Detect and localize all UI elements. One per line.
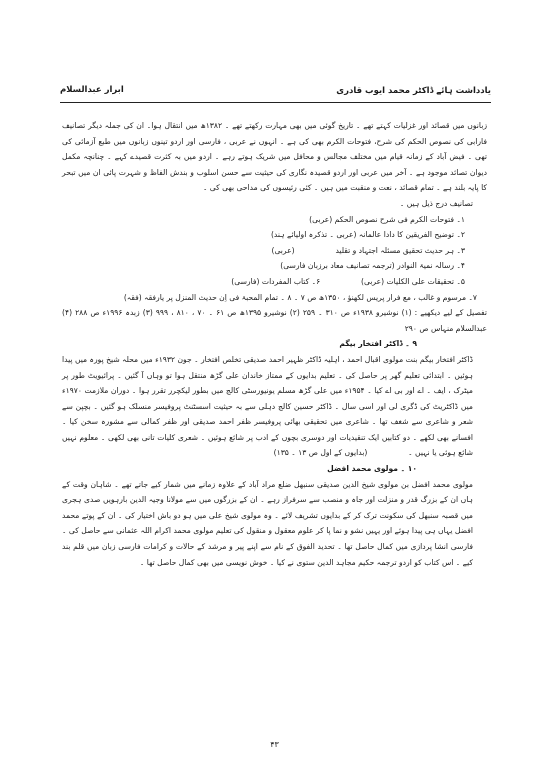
references-paragraph: تفصیل کے لیے دیکھیے : (۱) نوشیرو ۱۹۳۸ء ص ۳۱۰ ۔ ۲۵۹ (۲) نوشیرو ۱۳۹۵ھ ص ۶۱ ۔ ۷۰ ، ۸۱۰ ، ۹۹۹ (۳) زبدہ ۱۹۹۶ء ص ۲۸۸ (۴) عبدالسلام منہاس ص ۲۹۰: [62, 308, 487, 333]
list-item-text: ۳۔ ہر حدیث تحقیق مسئلہ اجتہاد و تقلید: [335, 245, 465, 255]
section-heading: ۱۰ ۔ مولوی محمد افضل: [327, 464, 417, 474]
biography-text: ڈاکٹر افتخار بیگم بنت مولوی اقبال احمد ، اہلیہ ڈاکٹر ظہیر احمد صدیقی تخلص افتخار ۔ جون ۱۹۳۲ء میں محلہ شیخ پورہ میں پیدا ہوئیں ۔ ابتدائی تعلیم گھر پر حاصل کی ۔ تعلیم بدایوں کے ممتاز خاندان علی گڑھ منتقل ہوا تو وہاں آ گئیں ۔ پرائیویٹ طور پر میٹرک ، ایف ۔ اے اور بی اے کیا ۔ ۱۹۵۴ء میں علی گڑھ مسلم یونیورسٹی کالج میں بطور لیکچرر تقرر ہوا ۔ دوران ملازمت ۱۹۷۰ء میں ڈاکٹریٹ کی ڈگری لی اور اسی سال ۔ ڈاکٹر حسین کالج دہلی سے بہ حیثیت اسسٹنٹ پروفیسر منسلک ہو گئیں ۔ بچپن سے شعر و شاعری سے شغف تھا ۔ شاعری میں تحقیقی بھائی پروفیسر ظفر احمد صدیقی اور ظفر کمالی سے مشورہ سخن کیا ۔ افسانے بھی لکھے ۔ دو کتابیں ایک تنقیدیات اور دوسری بچوں کے ادب پر شائع ہوئیں ۔ شعری کلیات تانی بھی لکھی ۔ معلوم نہیں شائع ہوئی یا نہیں ۔: [62, 354, 473, 458]
paragraph-1: زبانوں میں قصائد اور غزلیات کہتے تھے ۔ تاریخ گوئی میں بھی مہارت رکھتے تھے ۔ ۱۳۸۲ھ میں انتقال ہوا۔ ان کی جملہ دیگر تصانیف فارابی کی نصوص الحکم کی شرح، فتوحات الکرم بھی کی ہے ۔ انہوں نے عربی ، فارسی اور اردو تینوں زبانوں میں طبع آزمائی کی تھی ۔ فیض آباد کے زمانہ قیام میں مختلف مجالس و محافل میں شریک ہوتے رہے ۔ اردو میں بہ کثرت قصیدے کہے ۔ چنانچہ مکمل دیوان تصائد موجود ہے ۔ آخر میں عربی اور اردو قصیدہ نگاری کی حیثیت سے حسن اسلوب و بندش الفاظ و شہرت پائی ان میں تبحر کا پایہ بلند ہے ۔ تمام قصائد ، نعت و منقبت میں ہیں ۔ کئی رئیسوں کی مداحی بھی کی ۔: [62, 121, 487, 193]
list-item: ۴۔ رسالہ نمیۃ النوادر (ترجمہ تصانیف معاد برزبان فارسی): [280, 261, 465, 271]
list-item-language: (عربی): [271, 245, 295, 255]
running-title: یادداشت ہائے ڈاکٹر محمد ایوب قادری: [336, 86, 491, 96]
page-number: ۴۳: [270, 740, 279, 749]
list-item: [62, 274, 487, 290]
list-item: ۲۔ توضیح الفریقین کا دادا عالمانہ (عربی ۔ تذکرہ اولیائے ہند): [270, 230, 465, 240]
page-header: [60, 85, 491, 103]
paragraph-biography: مولوی محمد افضل بن مولوی شیخ الدین صدیقی سنبھل ضلع مراد آباد کے علاوہ زمانے میں شمار کیے جاتے تھے ۔ شاہان وقت کے ہاں ان کے بزرگ قدر و منزلت اور جاہ و منصب سے سرفراز رہے ۔ ان کے بزرگوں میں سے مولانا وجیہ الدین بارہویں صدی ہجری میں قصبہ سنبھل کی سکونت ترک کر کے بدایوں تشریف لائے ۔ وہ مولوی شیخ علی میں ہو دو باش اختیار کی ۔ ان کے پوتے محمد افضل یہاں ہی پیدا ہوئے اور یہیں نشو و نما پا کر علوم معقول و منقول کی تعلیم مولوی محمد اکرام اللہ عثمانی سے حاصل کی ۔ فارسی انشا پردازی میں کمال حاصل تھا ۔ تحدید الفوق کے نام سے اپنے پیر و مرشد کے حالات و کرامات فارسی زبان میں قلم بند کیے ۔ اس کتاب کو اردو ترجمہ حکیم مجاہد الدین ستوی نے کیا ۔ خوش نویسی میں بھی کمال حاصل تھا ۔: [62, 479, 473, 567]
biography-reference: (بدایوں کے اول ص ۱۳ ۔ ۱۳۵): [273, 448, 368, 458]
list-item: ۷۔ مرسوم و غالب ، مع فرار پریس لکھنؤ ، ۱۳۵۰ھ ص ۷ ۔ ۸ ۔ تمام المحبۃ فی اِن حدیث المنزل پر یارفقہ (فقہ): [123, 292, 477, 302]
list-item-text: ۵۔ تحقیقات علی الکلیات (عربی): [361, 276, 465, 286]
section-heading: ۹ ۔ ڈاکٹر افتخار بیگم: [339, 339, 417, 349]
header-rule: [60, 102, 491, 103]
list-item-text: ۶۔ کتاب المفردات (فارسی): [231, 276, 321, 286]
body-text: [62, 118, 487, 570]
author-name: ابرار عبدالسلام: [60, 85, 124, 95]
list-item: ۱۔ فتوحات الکرم فی شرح نصوص الحکم (عربی): [309, 214, 465, 224]
works-list: [62, 212, 487, 306]
list-item: [62, 243, 487, 259]
list-intro: تصانیف درج ذیل ہیں ۔: [399, 198, 473, 208]
paragraph-biography: [62, 352, 487, 461]
